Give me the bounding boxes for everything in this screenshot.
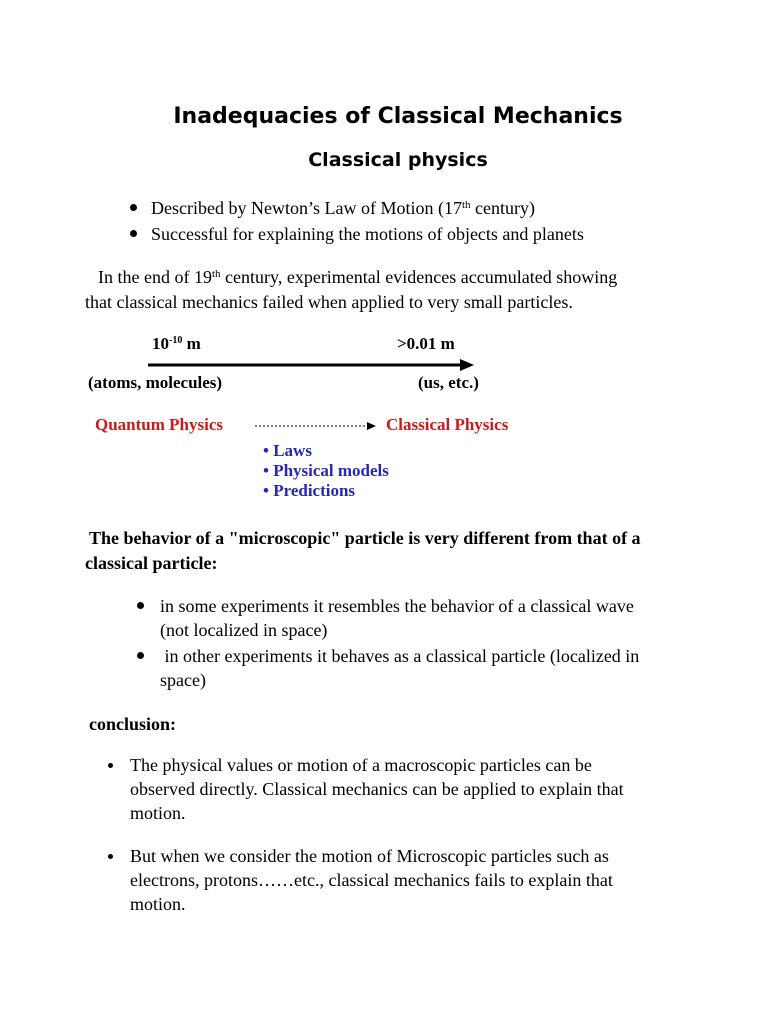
diagram-item-predictions: • Predictions: [263, 481, 356, 500]
bullet-dot-icon: [130, 204, 137, 211]
section-subtitle: Classical physics: [308, 149, 488, 171]
behavior-bullet-1: in some experiments it resembles the behavior of a classical wave (not localized in space): [137, 594, 634, 642]
behavior-line-1: The behavior of a "microscopic" particle is very different from that of a: [89, 528, 641, 548]
intro-bullet-2: Successful for explaining the motions of objects and planets: [130, 222, 584, 246]
scale-left-label: $10^{-10}$ m: [152, 334, 201, 353]
bullet-dot-icon: [108, 854, 113, 859]
scale-arrow: [148, 358, 478, 372]
intro-paragraph-line-2: that classical mechanics failed when applied to very small particles.: [85, 292, 573, 312]
bullet-dot-icon: [130, 230, 137, 237]
conclusion-bullet-2: But when we consider the motion of Microscopic particles such as electrons, protons……etc., classical mechanics fails to explain that motion.: [108, 844, 613, 916]
conclusion-bullet-1: The physical values or motion of a macroscopic particles can be observed directly. Classical mechanics can be applied to explain that motion.: [108, 753, 624, 825]
intro-paragraph-line-1: In the end of 19th century, experimental evidences accumulated showing: [98, 267, 618, 287]
bullet-dot-icon: [137, 652, 144, 659]
bullet-dot-icon: [137, 602, 144, 609]
label-atoms-molecules: (atoms, molecules): [88, 373, 223, 392]
behavior-line-2: classical particle:: [85, 553, 218, 573]
behavior-bullet-2: in other experiments it behaves as a classical particle (localized in space): [137, 644, 639, 692]
diagram-item-physical-models: • Physical models: [263, 461, 389, 480]
diagram-item-laws: • Laws: [263, 441, 312, 460]
bullet-dot-icon: [108, 763, 113, 768]
page-title: Inadequacies of Classical Mechanics: [173, 104, 623, 129]
classical-physics-label: Classical Physics: [386, 415, 509, 434]
conclusion-heading: conclusion:: [89, 714, 177, 734]
scale-right-label: >0.01 m: [397, 334, 455, 353]
label-us-etc: (us, etc.): [418, 373, 479, 392]
intro-bullet-1: Described by Newton’s Law of Motion (17th century): [130, 196, 535, 220]
quantum-physics-label: Quantum Physics: [95, 415, 223, 434]
dotted-arrow: [255, 420, 381, 432]
